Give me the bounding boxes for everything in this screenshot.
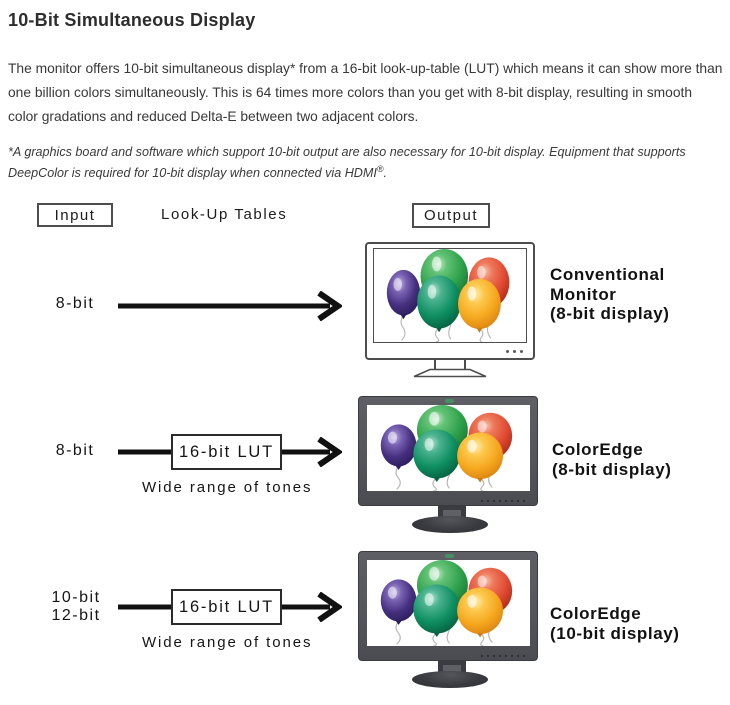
row3-input-line2: 12-bit xyxy=(51,607,101,624)
footnote-text: *A graphics board and software which support 10-bit output are also necessary for 10-bit display. Equipment that supports DeepColor is required for 10-bit display when connected via HDMI xyxy=(8,145,686,180)
eizo-logo xyxy=(445,399,454,403)
lut-column-header: Look-Up Tables xyxy=(161,206,288,223)
intro-paragraph: The monitor offers 10-bit simultaneous display* from a 16-bit look-up-table (LUT) which means it can show more than one billion colors simultaneously. This is 64 times more colors than you get with 8-bit display, resulting in smooth color gradations and reduced Delta-E between two adjacent colors. xyxy=(8,61,723,124)
bezel-buttons xyxy=(481,500,525,502)
bezel-buttons xyxy=(481,655,525,657)
monitor-conventional xyxy=(365,242,535,381)
row3-label-line2: (10-bit display) xyxy=(550,624,680,643)
coloredge-bezel xyxy=(358,396,538,506)
bezel-buttons xyxy=(506,350,523,353)
footnote-period: . xyxy=(383,165,388,180)
row2-input-label: 8-bit xyxy=(55,442,95,459)
row3-lut-box-label: 16-bit LUT xyxy=(178,597,275,616)
row2-label-line1: ColorEdge xyxy=(552,440,644,459)
row3-monitor-label xyxy=(550,604,680,644)
row1-label-line1: Conventional xyxy=(550,265,665,284)
page-title: 10-Bit Simultaneous Display xyxy=(8,10,256,30)
row3-label-line1: ColorEdge xyxy=(550,604,642,623)
input-header-label: Input xyxy=(54,206,96,224)
balloons-image xyxy=(367,405,530,491)
row3-lut-box xyxy=(171,589,282,625)
row1-label-line3: (8-bit display) xyxy=(550,304,670,323)
coloredge-screen xyxy=(367,560,530,646)
row3-input-label xyxy=(46,589,106,625)
footnote xyxy=(8,144,724,181)
row3-input-line1: 10-bit xyxy=(51,589,101,606)
monitor-stand-base xyxy=(412,671,488,688)
coloredge-bezel xyxy=(358,551,538,661)
eizo-logo xyxy=(445,554,454,558)
registered-trademark-symbol: ® xyxy=(376,163,384,174)
row2-label-line2: (8-bit display) xyxy=(552,460,672,479)
monitor-coloredge-10bit xyxy=(358,551,538,691)
row2-monitor-label xyxy=(552,440,672,480)
balloons-image xyxy=(374,249,526,342)
row1-arrow-right-icon xyxy=(116,291,342,321)
output-header-label: Output xyxy=(423,207,479,224)
input-column-header xyxy=(37,203,113,227)
monitor-coloredge-8bit xyxy=(358,396,538,536)
row2-lut-box-label: 16-bit LUT xyxy=(178,442,275,461)
lut-flow-diagram xyxy=(0,195,730,705)
monitor-stand-base xyxy=(412,516,488,533)
text-section xyxy=(8,8,724,181)
conventional-monitor-bezel xyxy=(365,242,535,360)
monitor-stand xyxy=(413,358,487,379)
row3-lut-caption: Wide range of tones xyxy=(142,634,313,651)
row2-lut-caption: Wide range of tones xyxy=(142,479,313,496)
output-column-header xyxy=(412,203,490,228)
row1-monitor-label xyxy=(550,265,670,324)
conventional-monitor-screen xyxy=(373,248,527,343)
row1-input-label: 8-bit xyxy=(55,295,95,312)
row2-lut-box xyxy=(171,434,282,470)
balloons-image xyxy=(367,560,530,646)
row1-label-line2: Monitor xyxy=(550,284,617,304)
coloredge-screen xyxy=(367,405,530,491)
